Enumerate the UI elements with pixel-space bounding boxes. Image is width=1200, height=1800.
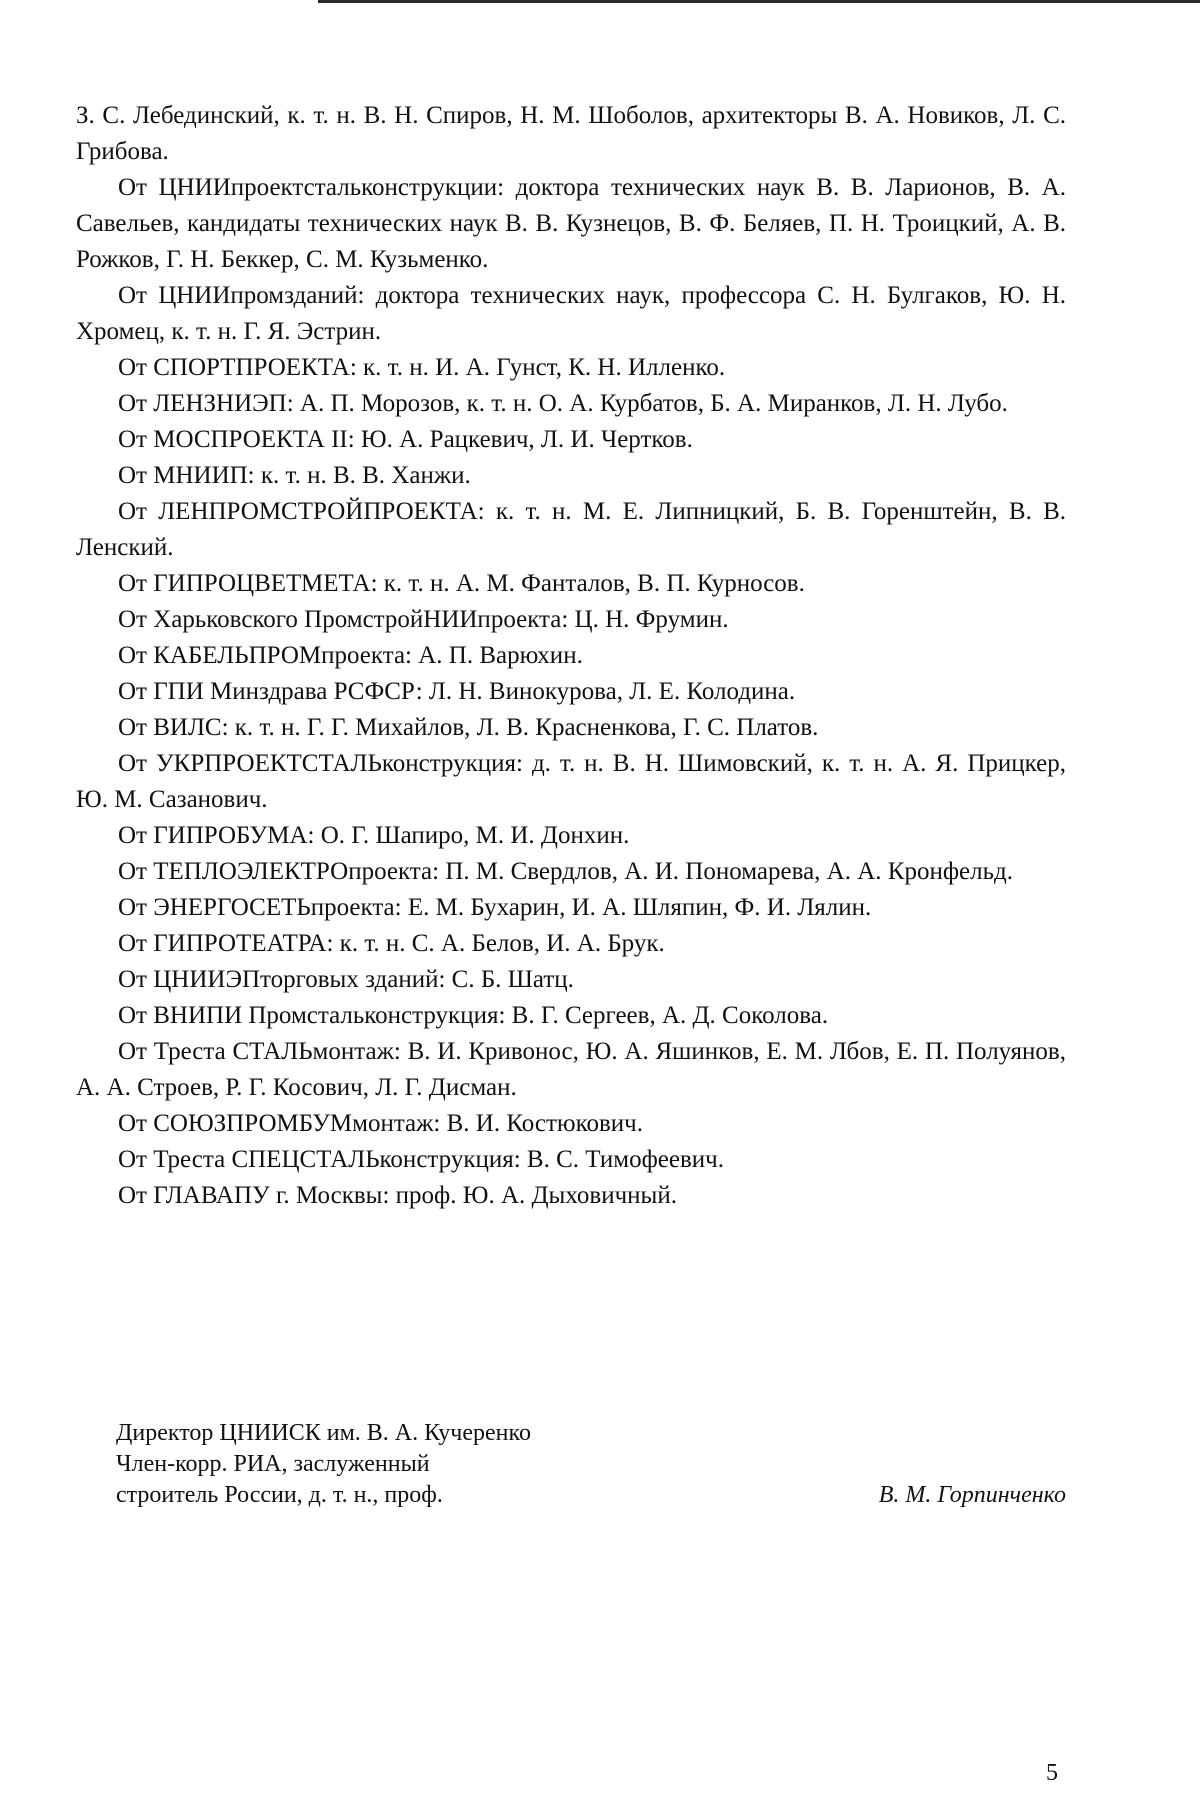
paragraph: От МОСПРОЕКТА II: Ю. А. Рацкевич, Л. И. Чертков. [118,426,693,453]
paragraph: З. С. Лебединский, к. т. н. В. Н. Спиров, Н. М. Шоболов, архитекторы В. А. Новиков, Л. С. Грибова. [76,102,1066,165]
paragraph: От Харьковского ПромстройНИИпроекта: Ц. Н. Фрумин. [118,606,729,633]
paragraph: От ГИПРОТЕАТРА: к. т. н. С. А. Белов, И. А. Брук. [118,930,665,957]
signature-title-line: Член-корр. РИА, заслуженный [116,1451,430,1477]
paragraph: От ЭНЕРГОСЕТЬпроекта: Е. М. Бухарин, И. А. Шляпин, Ф. И. Лялин. [118,894,872,921]
paragraph: От ГИПРОБУМА: О. Г. Шапиро, М. И. Донхин. [118,822,630,849]
paragraph: От ЦНИИпроектстальконструкции: доктора технических наук В. В. Ларионов, В. А. Савельев, кандидаты технических наук В. В. Кузнецов, В. Ф. Беляев, П. Н. Троицкий, А. В. Рожков, Г. Н. Беккер, С. М. Кузьменко. [76,174,1066,273]
contributors-list [76,98,1066,1214]
signature-block [116,1418,1066,1511]
page-number: 5 [1046,1760,1058,1786]
signature-title-line: Директор ЦНИИСК им. В. А. Кучеренко [116,1420,531,1446]
paragraph: От МНИИП: к. т. н. В. В. Ханжи. [118,462,471,489]
paragraph: От ГПИ Минздрава РСФСР: Л. Н. Винокурова, Л. Е. Колодина. [118,678,796,705]
paragraph: От ЦНИИпромзданий: доктора технических наук, профессора С. Н. Булгаков, Ю. Н. Хромец, к. т. н. Г. Я. Эстрин. [76,282,1066,345]
top-rule [318,0,1200,3]
paragraph: От СПОРТПРОЕКТА: к. т. н. И. А. Гунст, К. Н. Илленко. [118,354,726,381]
paragraph: От ЛЕНЗНИЭП: А. П. Морозов, к. т. н. О. А. Курбатов, Б. А. Миранков, Л. Н. Лубо. [118,390,1008,417]
paragraph: От КАБЕЛЬПРОМпроекта: А. П. Варюхин. [118,642,583,669]
paragraph: От Треста СПЕЦСТАЛЬконструкция: В. С. Тимофеевич. [118,1146,725,1173]
paragraph: От ГЛАВАПУ г. Москвы: проф. Ю. А. Дыховичный. [118,1182,677,1209]
paragraph: От ВИЛС: к. т. н. Г. Г. Михайлов, Л. В. Красненкова, Г. С. Платов. [118,714,819,741]
paragraph: От ЦНИИЭПторговых зданий: С. Б. Шатц. [118,966,574,993]
paragraph: От ГИПРОЦВЕТМЕТА: к. т. н. А. М. Фанталов, В. П. Курносов. [118,570,805,597]
paragraph: От ЛЕНПРОМСТРОЙПРОЕКТА: к. т. н. М. Е. Липницкий, Б. В. Горенштейн, В. В. Ленский. [76,498,1066,561]
paragraph: От УКРПРОЕКТСТАЛЬконструкция: д. т. н. В. Н. Шимовский, к. т. н. А. Я. Прицкер, Ю. М. Сазанович. [76,750,1066,813]
signatory-name: В. М. Горпинченко [878,1482,1066,1508]
signature-title-line: строитель России, д. т. н., проф. [116,1482,443,1508]
paragraph: От ВНИПИ Промстальконструкция: В. Г. Сергеев, А. Д. Соколова. [118,1002,829,1029]
paragraph: От Треста СТАЛЬмонтаж: В. И. Кривонос, Ю. А. Яшинков, Е. М. Лбов, Е. П. Полуянов, А. А. Строев, Р. Г. Косович, Л. Г. Дисман. [76,1038,1066,1101]
paragraph: От ТЕПЛОЭЛЕКТРОпроекта: П. М. Свердлов, А. И. Пономарева, А. А. Кронфельд. [118,858,1013,885]
paragraph: От СОЮЗПРОМБУМмонтаж: В. И. Костюкович. [118,1110,643,1137]
